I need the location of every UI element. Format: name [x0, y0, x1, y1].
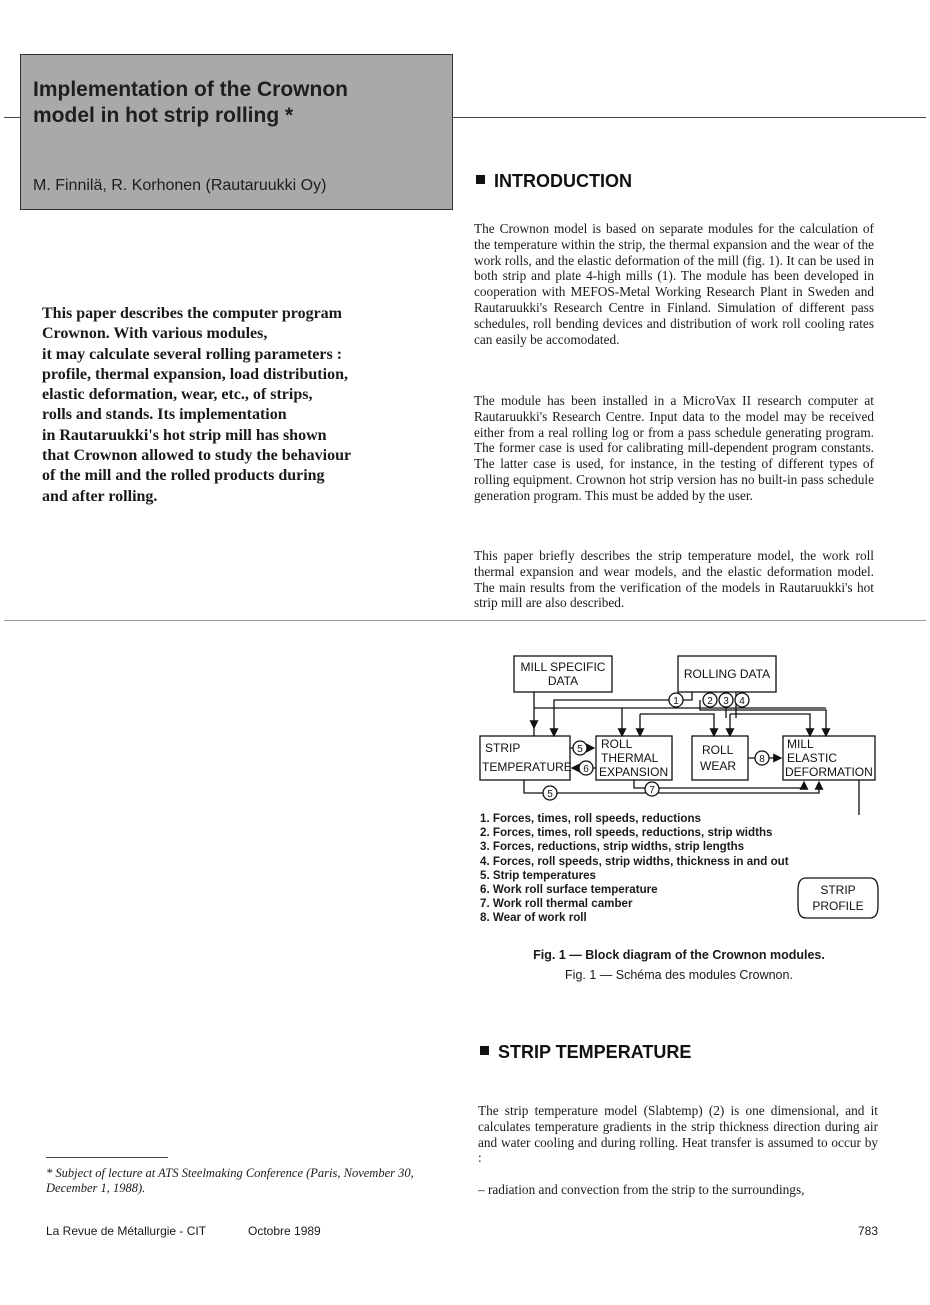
mid-rule — [4, 620, 926, 621]
abstract — [42, 304, 402, 507]
abstract-line: rolls and stands. Its implementation — [42, 406, 287, 424]
abstract-line: profile, thermal expansion, load distribution, — [42, 365, 348, 383]
legend-item: 2. Forces, times, roll speeds, reductions, strip widths — [480, 826, 773, 840]
article-title — [33, 77, 443, 129]
mill-elastic-label-2: ELASTIC — [787, 751, 838, 765]
mill-elastic-label-1: MILL — [787, 737, 814, 751]
abstract-line: of the mill and the rolled products during — [42, 467, 325, 485]
mill-elastic-label-3: DEFORMATION — [785, 765, 873, 779]
roll-thermal-label-2: THERMAL — [601, 751, 659, 765]
roll-thermal-label-1: ROLL — [601, 737, 633, 751]
strip-temperature-paragraph-2: – radiation and convection from the strip to the surroundings, — [478, 1182, 805, 1197]
header-rule-left — [4, 117, 20, 118]
footer-date: Octobre 1989 — [248, 1224, 321, 1238]
diagram-legend — [480, 812, 880, 926]
intro-paragraph-1: The Crownon model is based on separate modules for the calculation of the temperature within the strip, the thermal expansion and the wear of the work rolls, and the elastic deformation of the mill (fig. 1). It can be used in both strip and plate 4-high mills (1). The module has been developed in cooperation with MEFOS-Metal Working Research Plant in Sweden and Rautaruukki's Research Centre in Finland. Simulation of different pass schedules, roll bending devices and distribution of work roll cooling rates can easily be accomodated. — [474, 221, 874, 347]
rolling-data-label: ROLLING DATA — [683, 667, 771, 681]
connector-number: 1 — [673, 696, 679, 707]
abstract-line: elastic deformation, wear, etc., of strips, — [42, 386, 313, 404]
abstract-line: that Crownon allowed to study the behaviour — [42, 447, 352, 465]
footnote-rule — [46, 1157, 168, 1158]
figure-caption-en: Fig. 1 — Block diagram of the Crownon modules. — [533, 948, 825, 962]
connector-number: 8 — [759, 754, 765, 765]
introduction-heading — [476, 171, 632, 192]
connector-number: 5 — [577, 744, 583, 755]
figure-caption-fr: Fig. 1 — Schéma des modules Crownon. — [565, 968, 793, 982]
strip-temperature-heading-text: STRIP TEMPERATURE — [498, 1042, 692, 1062]
connector-number: 7 — [649, 785, 655, 796]
footer-page-number: 783 — [858, 1224, 879, 1238]
mill-specific-label-1: MILL SPECIFIC — [520, 660, 606, 674]
roll-wear-label-2: WEAR — [700, 759, 736, 773]
title-line-1: Implementation of the Crownon — [33, 78, 348, 101]
legend-item: 3. Forces, reductions, strip widths, strip lengths — [480, 840, 745, 854]
strip-temperature-paragraph-1: The strip temperature model (Slabtemp) (2) is one dimensional, and it calculates temperature gradients in the strip thickness direction during air and water cooling and during rolling. Heat transfer is assumed to occur by : — [478, 1103, 878, 1166]
strip-profile-label-1: STRIP — [820, 883, 856, 897]
title-line-2: model in hot strip rolling * — [33, 104, 294, 127]
roll-wear-label-1: ROLL — [702, 743, 734, 757]
block-diagram-svg — [474, 650, 884, 815]
header-rule-right — [453, 117, 926, 118]
abstract-line: and after rolling. — [42, 487, 158, 505]
abstract-line: This paper describes the computer program — [42, 305, 342, 322]
abstract-line: it may calculate several rolling parameters : — [42, 345, 343, 363]
legend-item: 8. Wear of work roll — [480, 911, 587, 925]
heading-bullet-icon — [476, 175, 485, 184]
connector-number: 4 — [739, 696, 745, 707]
introduction-heading-text: INTRODUCTION — [494, 171, 632, 191]
legend-item: 4. Forces, roll speeds, strip widths, thickness in and out — [480, 854, 789, 868]
abstract-line: in Rautaruukki's hot strip mill has shown — [42, 426, 327, 444]
strip-temperature-heading — [480, 1042, 691, 1063]
intro-paragraph-2: The module has been installed in a MicroVax II research computer at Rautaruukki's Research Centre. Input data to the model may be received either from a real rolling log or from a pass schedule generating program. The former case is used for calibrating mill-dependent program constants. The latter case is used, for instance, in the testing of different types of rolling equipment. Crownon hot strip version has no built-in pass schedule generation program. This must be added by the user. — [474, 393, 874, 503]
mill-specific-label-2: DATA — [547, 674, 579, 688]
strip-profile-label-2: PROFILE — [812, 899, 864, 913]
heading-bullet-icon — [480, 1046, 489, 1055]
legend-item: 5. Strip temperatures — [480, 868, 596, 882]
intro-paragraph-3: This paper briefly describes the strip temperature model, the work roll thermal expansion and wear models, and the elastic deformation model. The main results from the verification of the models in Rautaruukki's hot strip mill are also described. — [474, 548, 874, 611]
connector-number: 3 — [723, 696, 729, 707]
roll-thermal-label-3: EXPANSION — [599, 765, 669, 779]
title-box — [20, 54, 453, 210]
footnote: * Subject of lecture at ATS Steelmaking Conference (Paris, November 30, December 1, 1988). — [46, 1166, 414, 1195]
strip-temperature-label-1: STRIP — [485, 741, 521, 755]
legend-item: 6. Work roll surface temperature — [480, 883, 658, 897]
legend-item: 7. Work roll thermal camber — [480, 897, 633, 911]
abstract-line: Crownon. With various modules, — [42, 325, 268, 343]
strip-temperature-label-2: TEMPERATURE — [482, 760, 572, 774]
connector-number: 6 — [583, 764, 589, 775]
connector-number: 5 — [547, 789, 553, 800]
authors: M. Finnilä, R. Korhonen (Rautaruukki Oy) — [33, 177, 327, 194]
footer-journal: La Revue de Métallurgie - CIT — [46, 1224, 207, 1238]
connector-number: 2 — [707, 696, 713, 707]
legend-item: 1. Forces, times, roll speeds, reductions — [480, 812, 702, 825]
